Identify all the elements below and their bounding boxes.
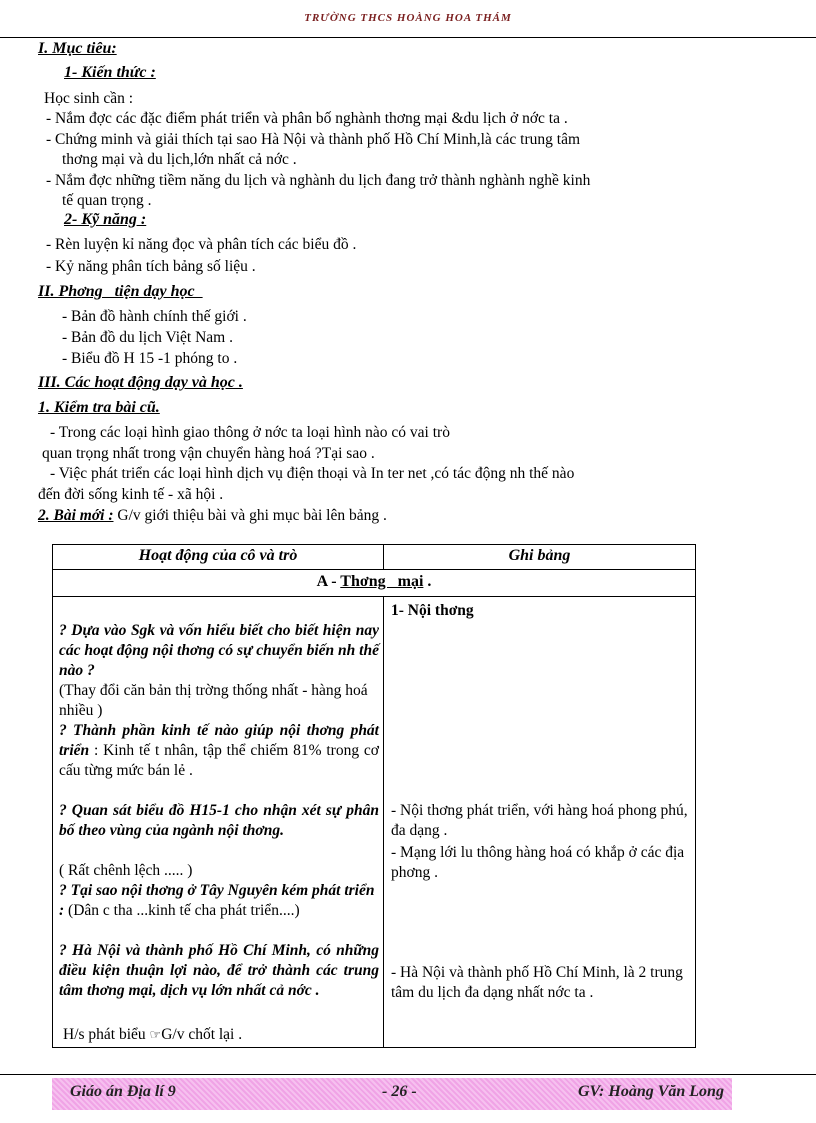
right-note-2: - Mạng lới lu thông hàng hoá có khắp ở các địa phơng .	[391, 844, 685, 881]
footer-left: Giáo án Địa lí 9	[70, 1083, 176, 1100]
page-header-title: TRƯỜNG THCS HOÀNG HOA THÁM	[304, 12, 512, 24]
material-item-2: - Bản đồ du lịch Việt Nam .	[62, 329, 233, 346]
material-item-1: - Bản đồ hành chính thế giới .	[62, 308, 247, 325]
check-question-1a: - Trong các loại hình giao thông ở nớc ta loại hình nào có vai trò	[50, 424, 450, 441]
new-lesson-line	[38, 507, 387, 525]
knowledge-item-2a: - Chứng minh và giải thích tại sao Hà Nội và thành phố Hồ Chí Minh,là các trung tâm	[46, 131, 581, 148]
materials-heading: II. Phơng tiện dạy học	[38, 283, 203, 300]
left-question-4: ? Tại sao nội thơng ở Tây Nguyên kém phát triển : (Dân c tha ...kinh tế cha phát triển....)	[59, 882, 375, 919]
knowledge-item-3b: tế quan trọng .	[62, 192, 152, 209]
check-question-2a: - Việc phát triển các loại hình dịch vụ điện thoại và In ter net ,có tác động nh thế nào	[50, 465, 575, 482]
table-row-divider-2	[53, 596, 695, 597]
knowledge-item-3a: - Nắm đợc những tiềm năng du lịch và nghành du lịch đang trở thành nghành nghề kinh	[46, 172, 591, 189]
footer-page-number: - 26 -	[382, 1083, 417, 1100]
knowledge-item-1: - Nắm đợc các đặc điểm phát triển và phân bố nghành thơng mại &du lịch ở nớc ta .	[46, 110, 568, 127]
left-question-2: ? Thành phần kinh tế nào giúp nội thơng phát triển : Kinh tế t nhân, tập thể chiếm 81% trong cơ cấu từng mức bán lẻ .	[59, 722, 379, 779]
footer-rule	[0, 1074, 816, 1075]
check-question-2b: đến đời sống kinh tế - xã hội .	[38, 486, 224, 503]
intro-text: Học sinh cần :	[44, 90, 134, 107]
table-row-divider	[53, 569, 695, 570]
skill-item-1: - Rèn luyện kỉ năng đọc và phân tích các biểu đồ .	[46, 236, 357, 253]
table-section-title: A - Thơng mại .	[316, 573, 432, 590]
right-note-1: - Nội thơng phát triển, với hàng hoá phong phú, đa dạng .	[391, 802, 688, 839]
check-old-lesson-heading: 1. Kiểm tra bài cũ.	[38, 399, 160, 416]
new-lesson-heading: 2. Bài mới :	[38, 507, 114, 524]
right-subheading-domestic-trade: 1- Nội thơng	[391, 602, 474, 619]
new-lesson-text: G/v giới thiệu bài và ghi mục bài lên bảng .	[113, 507, 387, 524]
header-rule	[0, 37, 816, 38]
skills-heading: 2- Kỹ năng :	[64, 211, 147, 228]
hand-pointer-icon: ☞	[149, 1027, 162, 1042]
left-question-3: ? Quan sát biểu đồ H15-1 cho nhận xét sự phân bố theo vùng của ngành nội thơng.	[59, 802, 379, 839]
table-header-right: Ghi bảng	[508, 547, 571, 564]
knowledge-item-2b: thơng mại và du lịch,lớn nhất cả nớc .	[62, 151, 297, 168]
activities-heading: III. Các hoạt động dạy và học .	[38, 374, 243, 391]
left-closing-line: H/s phát biểu ☞G/v chốt lại .	[63, 1026, 243, 1043]
objectives-heading: I. Mục tiêu:	[38, 40, 117, 57]
left-answer-3: ( Rất chênh lệch ..... )	[59, 862, 193, 879]
right-note-3: - Hà Nội và thành phố Hồ Chí Minh, là 2 trung tâm du lịch đa dạng nhất nớc ta .	[391, 964, 683, 1001]
material-item-3: - Biểu đồ H 15 -1 phóng to .	[62, 350, 238, 367]
left-question-1: ? Dựa vào Sgk và vốn hiểu biết cho biết hiện nay các hoạt động nội thơng có sự chuyển biến nh thế nào ?	[59, 622, 379, 679]
table-header-left: Hoạt động của cô và trò	[138, 547, 298, 564]
table-column-divider-body	[383, 596, 384, 1047]
lesson-table	[52, 544, 696, 1048]
left-answer-1: (Thay đổi căn bản thị trờng thống nhất - hàng hoá nhiều )	[59, 682, 368, 719]
skill-item-2: - Kỷ năng phân tích bảng số liệu .	[46, 258, 256, 275]
knowledge-heading: 1- Kiến thức :	[64, 64, 156, 81]
left-question-5: ? Hà Nội và thành phố Hồ Chí Minh, có những điều kiện thuận lợi nào, để trở thành các trung tâm thơng mại, dịch vụ lớn nhất cả nớc .	[59, 942, 379, 999]
check-question-1b: quan trọng nhất trong vận chuyển hàng hoá ?Tại sao .	[42, 445, 375, 462]
footer-right: GV: Hoàng Văn Long	[578, 1083, 724, 1100]
